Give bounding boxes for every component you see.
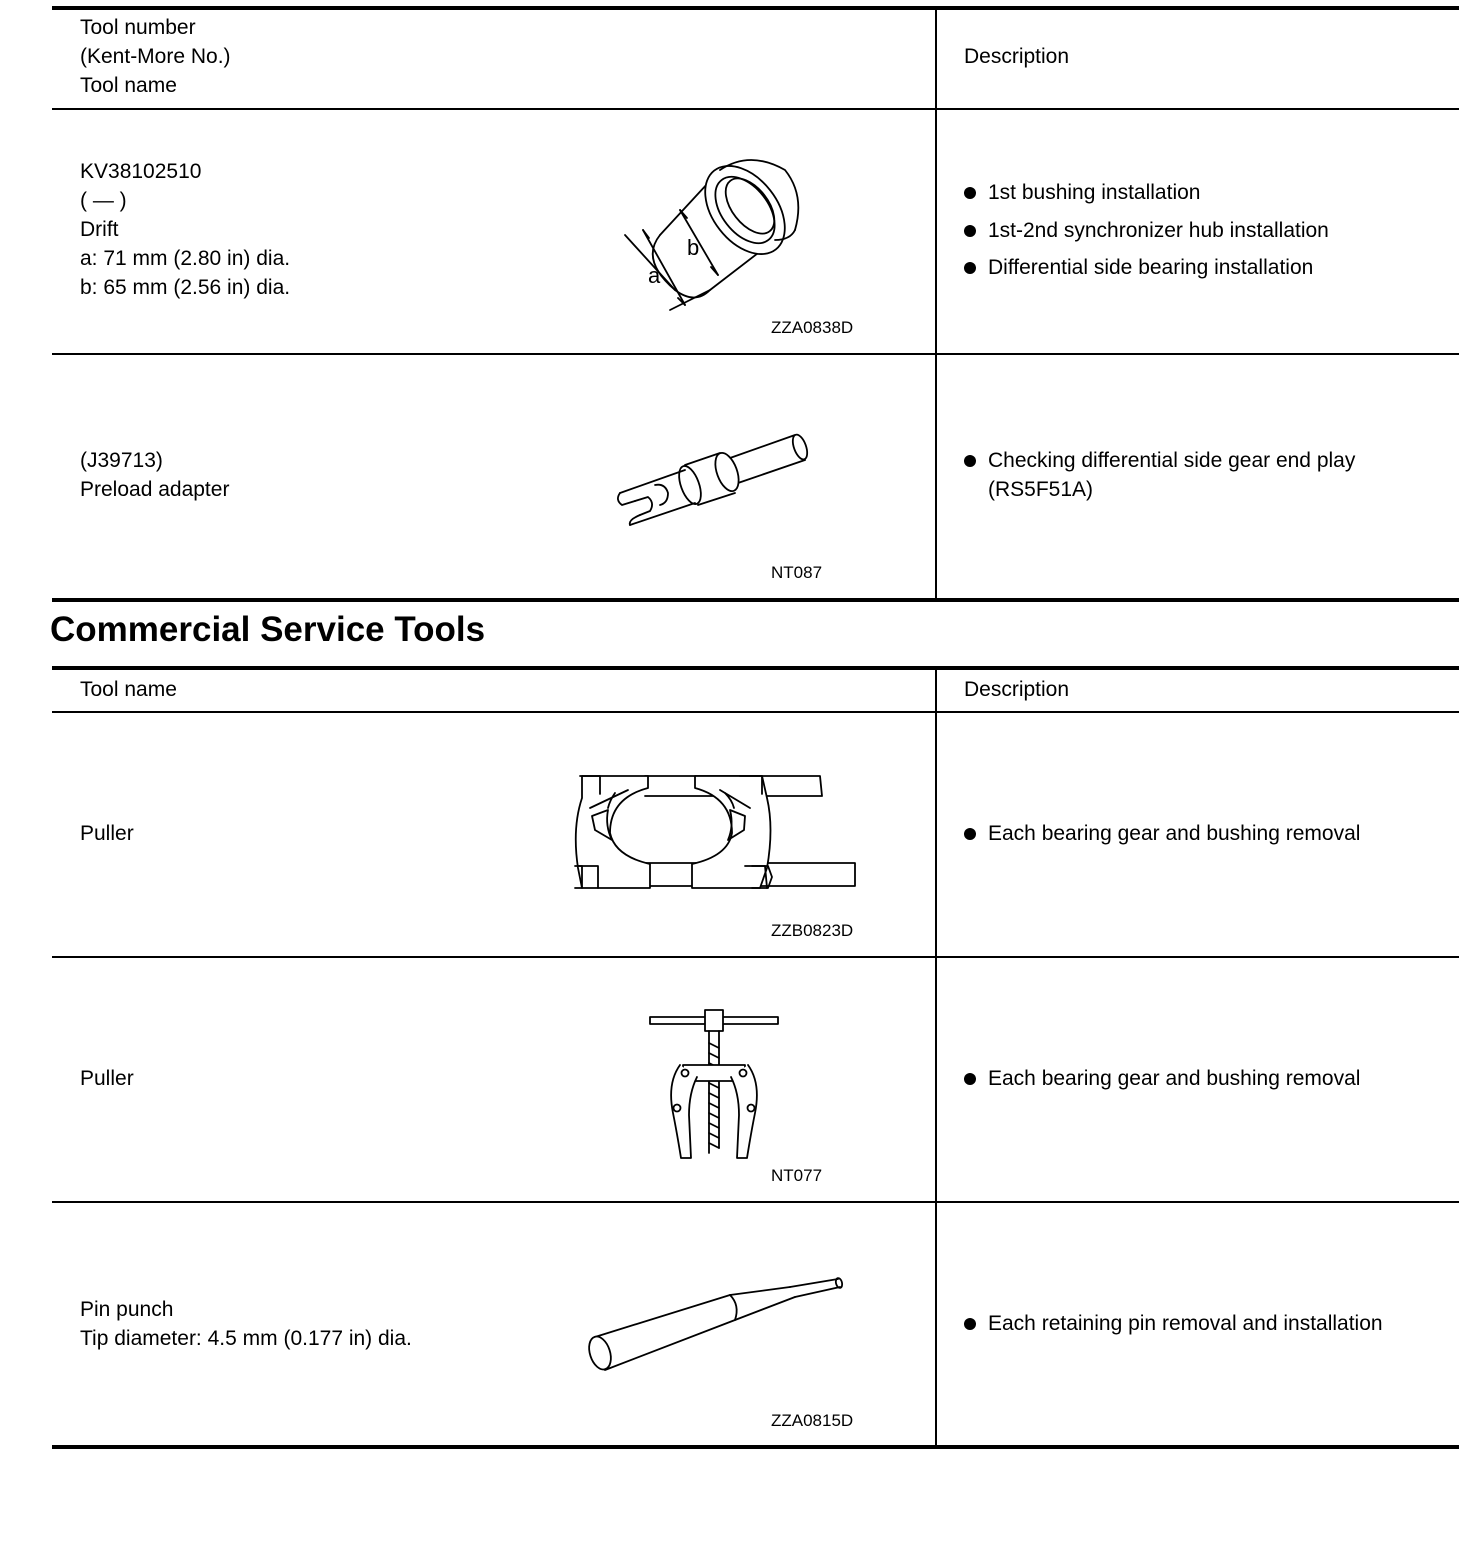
row-rule (52, 1201, 1459, 1203)
description-list (963, 1309, 1383, 1347)
kent-more-number: ( — ) (80, 189, 127, 212)
tool-name: Pin punch (80, 1298, 174, 1321)
header-description: Description (964, 45, 1070, 68)
tool-name: Puller (80, 822, 134, 845)
commercial-table-bottom-rule (52, 1445, 1459, 1449)
header-tool-name: Tool name (80, 678, 177, 701)
section-title: Commercial Service Tools (50, 610, 486, 649)
tool-spec-b: b: 65 mm (2.56 in) dia. (80, 276, 291, 299)
description-list (963, 178, 1329, 291)
kent-more-number: (J39713) (80, 449, 163, 472)
table-bottom-rule (52, 598, 1459, 602)
pin-punch-illustration (580, 1275, 850, 1380)
description-item: Each bearing gear and bushing removal (963, 1064, 1360, 1093)
table-column-divider (935, 8, 937, 600)
row-rule (52, 353, 1459, 355)
description-list (963, 446, 1355, 504)
description-item: 1st bushing installation (963, 178, 1329, 207)
description-item: Each retaining pin removal and installation (963, 1309, 1383, 1338)
figure-code: ZZA0815D (771, 1411, 854, 1430)
figure-code: ZZA0838D (771, 318, 854, 337)
description-item: Checking differential side gear end play (963, 446, 1355, 475)
header-rule (52, 108, 1459, 110)
commercial-header-rule (52, 711, 1459, 713)
tool-name: Puller (80, 1067, 134, 1090)
description-continuation-text: (RS5F51A) (988, 478, 1094, 501)
tool-name: Drift (80, 218, 119, 241)
bearing-puller-illustration (570, 768, 860, 898)
preload-adapter-illustration (610, 425, 820, 535)
figure-code: NT087 (771, 563, 823, 582)
figure-code: ZZB0823D (771, 921, 854, 940)
header-description: Description (964, 678, 1070, 701)
table-top-rule (52, 6, 1459, 10)
header-tool-number: Tool number (80, 16, 196, 39)
tool-spec-a: a: 71 mm (2.80 in) dia. (80, 247, 291, 270)
dimension-a-label: a (648, 263, 661, 288)
tool-spec: Tip diameter: 4.5 mm (0.177 in) dia. (80, 1327, 412, 1350)
commercial-table-top-rule (52, 666, 1459, 670)
description-list (963, 1064, 1360, 1102)
description-item: Differential side bearing installation (963, 253, 1329, 282)
description-item: Each bearing gear and bushing removal (963, 819, 1360, 848)
tool-number: KV38102510 (80, 160, 202, 183)
tool-name: Preload adapter (80, 478, 230, 501)
row-rule (52, 956, 1459, 958)
drift-illustration (600, 140, 830, 340)
description-item-continued (963, 475, 1355, 504)
description-list (963, 819, 1360, 857)
header-tool-name: Tool name (80, 74, 177, 97)
commercial-column-divider (935, 668, 937, 1448)
header-kent-more-number: (Kent-More No.) (80, 45, 231, 68)
description-item: 1st-2nd synchronizer hub installation (963, 216, 1329, 245)
figure-code: NT077 (771, 1166, 823, 1185)
dimension-b-label: b (687, 235, 700, 260)
jaw-puller-illustration (645, 1003, 785, 1168)
